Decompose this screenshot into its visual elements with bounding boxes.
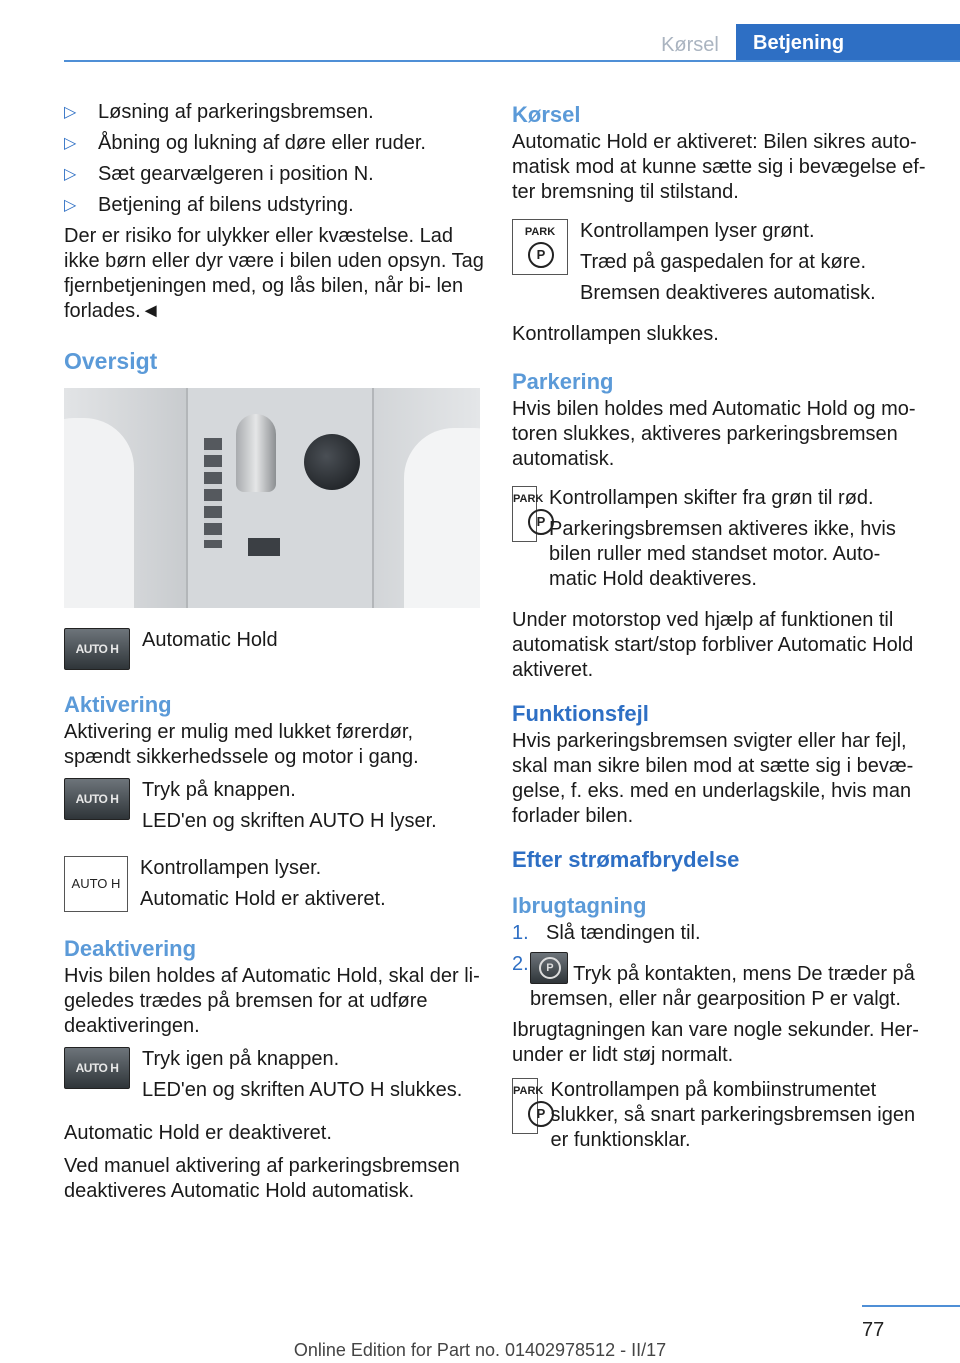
parkering-line: Parkeringsbremsen aktiveres ikke, hvis bilen ruller med standset motor. Auto- matic Hold deaktiveres. (549, 518, 896, 590)
list-item: ▷ Løsning af parkeringsbremsen. (64, 101, 374, 123)
auto-hold-button-icon: AUTO H (64, 1047, 130, 1089)
korsel-end: Kontrollampen slukkes. (512, 323, 719, 345)
aktivering-step: LED'en og skriften AUTO H lyser. (142, 810, 437, 832)
triangle-bullet-icon: ▷ (64, 166, 77, 183)
park-indicator-icon: PARK P (512, 1078, 538, 1134)
list-item: ▷ Åbning og lukning af døre eller ruder. (64, 132, 426, 154)
ibrugtagning-steps (512, 921, 932, 1012)
parkering-line: Kontrollampen skifter fra grøn til rød. (549, 487, 874, 509)
heading-deaktivering: Deaktivering (64, 936, 197, 961)
aktivering-step: Tryk på knappen. (142, 779, 296, 801)
parking-brake-button-icon: P (530, 952, 568, 984)
korsel-text: Automatic Hold er aktiveret: Bilen sikres auto- matisk mod at kunne sætte sig i bevægelse ef- ter bremsning til stilstand. (512, 131, 926, 203)
heading-korsel: Kørsel (512, 102, 581, 127)
deaktivering-step: LED'en og skriften AUTO H slukkes. (142, 1079, 463, 1101)
heading-aktivering: Aktivering (64, 692, 172, 717)
lamp-text: Automatic Hold er aktiveret. (140, 888, 386, 910)
heading-efter-stromafbrydelse: Efter strømafbrydelse (512, 847, 740, 872)
parkering-text: Hvis bilen holdes med Automatic Hold og mo- toren slukkes, aktiveres parkeringsbremsen automatisk. (512, 398, 916, 470)
korsel-line: Bremsen deaktiveres automatisk. (580, 282, 876, 304)
right-column (512, 100, 932, 1163)
triangle-bullet-icon: ▷ (64, 104, 77, 121)
heading-oversigt: Oversigt (64, 348, 158, 374)
header-rule (64, 60, 960, 62)
header-tab-betjening[interactable]: Betjening (736, 24, 960, 62)
lamp-text: Kontrollampen lyser. (140, 857, 322, 879)
korsel-line: Kontrollampen lyser grønt. (580, 220, 815, 242)
left-column (64, 100, 484, 1212)
deaktivering-text: Hvis bilen holdes af Automatic Hold, skal der li- geledes trædes på bremsen for at udføre deaktiveringen. (64, 965, 480, 1037)
auto-hold-button-icon: AUTO H (64, 628, 130, 670)
heading-ibrugtagning: Ibrugtagning (512, 893, 647, 918)
aktivering-text: Aktivering er mulig med lukket førerdør, spændt sikkerhedssele og motor i gang. (64, 721, 419, 768)
ibrugtagning-lamp-text: Kontrollampen på kombiinstrumentet slukker, så snart parkeringsbremsen igen er funktionsklar. (550, 1079, 916, 1151)
triangle-bullet-icon: ▷ (64, 135, 77, 152)
list-item: ▷ Betjening af bilens udstyring. (64, 194, 354, 216)
deaktivering-step: Tryk igen på knappen. (142, 1048, 340, 1070)
page-number: 77 (862, 1319, 885, 1341)
list-item: 1. Slå tændingen til. (512, 922, 701, 944)
footer-rule (862, 1305, 960, 1307)
auto-hold-overview (64, 628, 484, 670)
park-indicator-icon: PARK P (512, 486, 537, 542)
footer-edition: Online Edition for Part no. 01402978512 - II/17 (293, 1340, 667, 1360)
ibrugtagning-note: Ibrugtagningen kan vare nogle sekunder. Her- under er lidt støj normalt. (512, 1019, 919, 1066)
korsel-line: Træd på gaspedalen for at køre. (580, 251, 867, 273)
list-item: 2. P Tryk på kontakten, mens De træder på bremsen, eller når gearposition P er valgt. (512, 953, 915, 1010)
funktionsfejl-text: Hvis parkeringsbremsen svigter eller har fejl, skal man sikre bilen mod at sætte sig i bevæ- gelse, f. eks. med en underlagskile, hvis man forlader bilen. (512, 730, 914, 827)
header-tab-korsel[interactable]: Kørsel (661, 34, 719, 56)
triangle-bullet-icon: ▷ (64, 197, 77, 214)
warning-text: Der er risiko for ulykker eller kvæstelse. Lad ikke børn eller dyr være i bilen uden opsyn. Tag fjernbetjeningen med, og lås bilen, når bi- len forlades.◄ (64, 225, 484, 322)
list-item: ▷ Sæt gearvælgeren i position N. (64, 163, 374, 185)
deaktivering-result: Automatic Hold er deaktiveret. (64, 1122, 332, 1144)
auto-hold-label: Automatic Hold (142, 629, 278, 651)
auto-hold-indicator-icon: AUTO H (64, 856, 128, 912)
parkering-note: Under motorstop ved hjælp af funktionen til automatisk start/stop forbliver Automatic Hold aktiveret. (512, 609, 914, 681)
heading-funktionsfejl: Funktionsfejl (512, 701, 649, 726)
deaktivering-note: Ved manuel aktivering af parkeringsbremsen deaktiveres Automatic Hold automatisk. (64, 1155, 460, 1202)
park-indicator-icon: PARK P (512, 219, 568, 275)
auto-hold-button-icon: AUTO H (64, 778, 130, 820)
center-console-photo (64, 388, 480, 608)
heading-parkering: Parkering (512, 369, 614, 394)
